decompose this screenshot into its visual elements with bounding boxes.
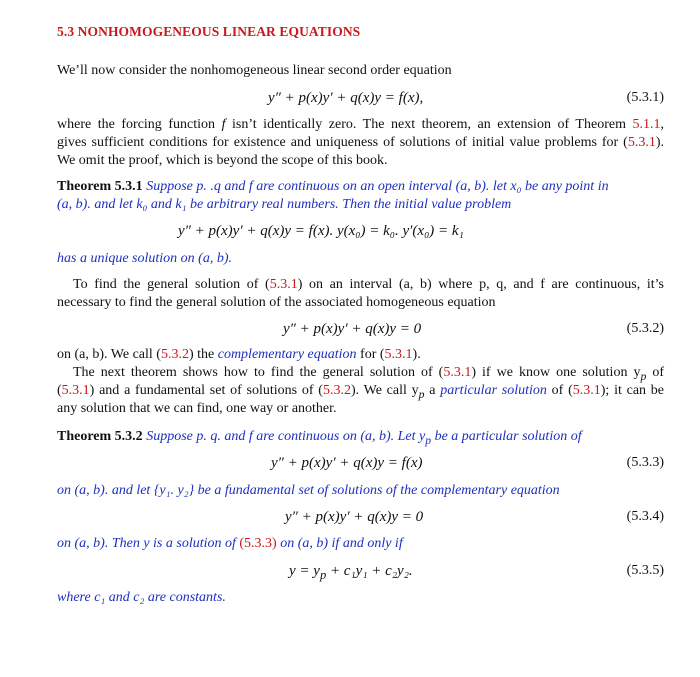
equation-text: y = y [289,563,320,579]
equation-number-5-3-1: (5.3.1) [626,90,664,105]
equation-link[interactable]: 5.3.1 [384,347,413,362]
para1-text: ). [655,135,664,150]
equation-5-3-1: y″ + p(x)y′ + q(x)y = f(x), [268,90,424,106]
para4-text: of [652,365,664,380]
theorem2-line2: on (a, b). and let {y₁. y₂} be a fundamental set of solutions of the complementary equation [57,483,560,498]
para1-line2 [57,134,664,152]
theorem2-line4: where c₁ and c₂ are constants. [57,590,226,605]
equation-5-3-4: y″ + p(x)y′ + q(x)y = 0 [285,509,424,525]
equation-5-3-3: y″ + p(x)y′ + q(x)y = f(x) [271,455,423,471]
para3-text: ) the [188,347,215,362]
para4-text: ) if we know one solution y [471,365,641,380]
para3-text: on (a, b). We call ( [57,347,161,362]
equation-number-5-3-3: (5.3.3) [626,455,664,470]
equation-link[interactable]: 5.3.1 [269,277,298,292]
para1-text: gives sufficient conditions for existence and uniqueness of solutions of initial value problems for ( [57,135,628,150]
para4-text: ). We call y [350,383,419,398]
intro-text: We’ll now consider the nonhomogeneous linear second order equation [57,63,452,78]
para4-line3: any solution that we can find, one way or another. [57,401,337,416]
theorem1-line2: (a, b). and let k₀ and k₁ be arbitrary real numbers. Then the initial value problem [57,197,512,212]
equation-5-3-5 [289,562,413,584]
para4-text: ( [57,383,62,398]
theorem1-heading: Theorem 5.3.1 [57,179,143,194]
subscript: p [319,568,327,582]
para1-line3: We omit the proof, which is beyond the scope of this book. [57,153,388,168]
subscript: p [418,387,425,401]
para2-line2: necessary to find the general solution of the associated homogeneous equation [57,295,496,310]
theorem2-line3 [57,535,403,553]
para2-text: To find the general solution of ( [73,277,270,292]
para4-text: ) and a fundamental set of solutions of ( [89,383,323,398]
glossary-term[interactable]: particular solution [440,383,547,398]
para1-text: where the forcing function [57,117,216,132]
theorem2-text: on (a, b). Then y is a solution of [57,536,236,551]
equation-link[interactable]: 5.3.1 [61,383,90,398]
theorem2-text: on (a, b) if and only if [280,536,403,551]
equation-link[interactable]: (5.3.3) [239,536,277,551]
para4-text: of ( [551,383,573,398]
equation-5-3-2: y″ + p(x)y′ + q(x)y = 0 [283,321,422,337]
subscript: p [425,433,432,447]
equation-number-5-3-2: (5.3.2) [626,321,664,336]
equation-link[interactable]: 5.3.2 [322,383,351,398]
theorem2-line1 [57,428,582,450]
para1-text: , [660,117,665,132]
subscript: p [640,369,647,383]
para2-line1 [73,276,664,294]
para3-line [57,346,421,364]
theorem1-text: Suppose p. .q and f are continuous on an open interval (a, b). let x₀ be any point in [146,179,609,194]
theorem-link[interactable]: 5.1.1 [632,117,661,132]
para4-text: a [429,383,436,398]
para1-line1 [57,116,664,134]
equation-link[interactable]: 5.3.1 [627,135,656,150]
glossary-term[interactable]: complementary equation [217,347,357,362]
section-title: 5.3 NONHOMOGENEOUS LINEAR EQUATIONS [57,24,361,39]
theorem1-equation: y″ + p(x)y′ + q(x)y = f(x). y(x₀) = k₀. y′(x₀) = k₁ [178,223,464,239]
para4-text: The next theorem shows how to find the general solution of ( [73,365,444,380]
equation-link[interactable]: 5.3.1 [572,383,601,398]
equation-number-5-3-5: (5.3.5) [626,563,664,578]
equation-link[interactable]: 5.3.2 [160,347,189,362]
theorem2-text: Suppose p. q. and f are continuous on (a, b). Let y [146,429,426,444]
theorem2-heading: Theorem 5.3.2 [57,429,143,444]
theorem1-line1 [57,178,609,196]
para3-text: for ( [360,347,385,362]
theorem2-text: be a particular solution of [434,429,582,444]
para4-text: ); it can be [600,383,665,398]
equation-link[interactable]: 5.3.1 [443,365,472,380]
para1-text: isn’t identically zero. The next theorem, an extension of Theorem [232,117,626,132]
theorem1-line3: has a unique solution on (a, b). [57,251,232,266]
para3-text: ). [412,347,421,362]
equation-text: + c₁y₁ + c₂y₂. [329,563,413,579]
equation-number-5-3-4: (5.3.4) [626,509,664,524]
para2-text: ) on an interval (a, b) where p, q, and f are continuous, it’s [297,277,664,292]
para1-math: f [221,117,226,132]
